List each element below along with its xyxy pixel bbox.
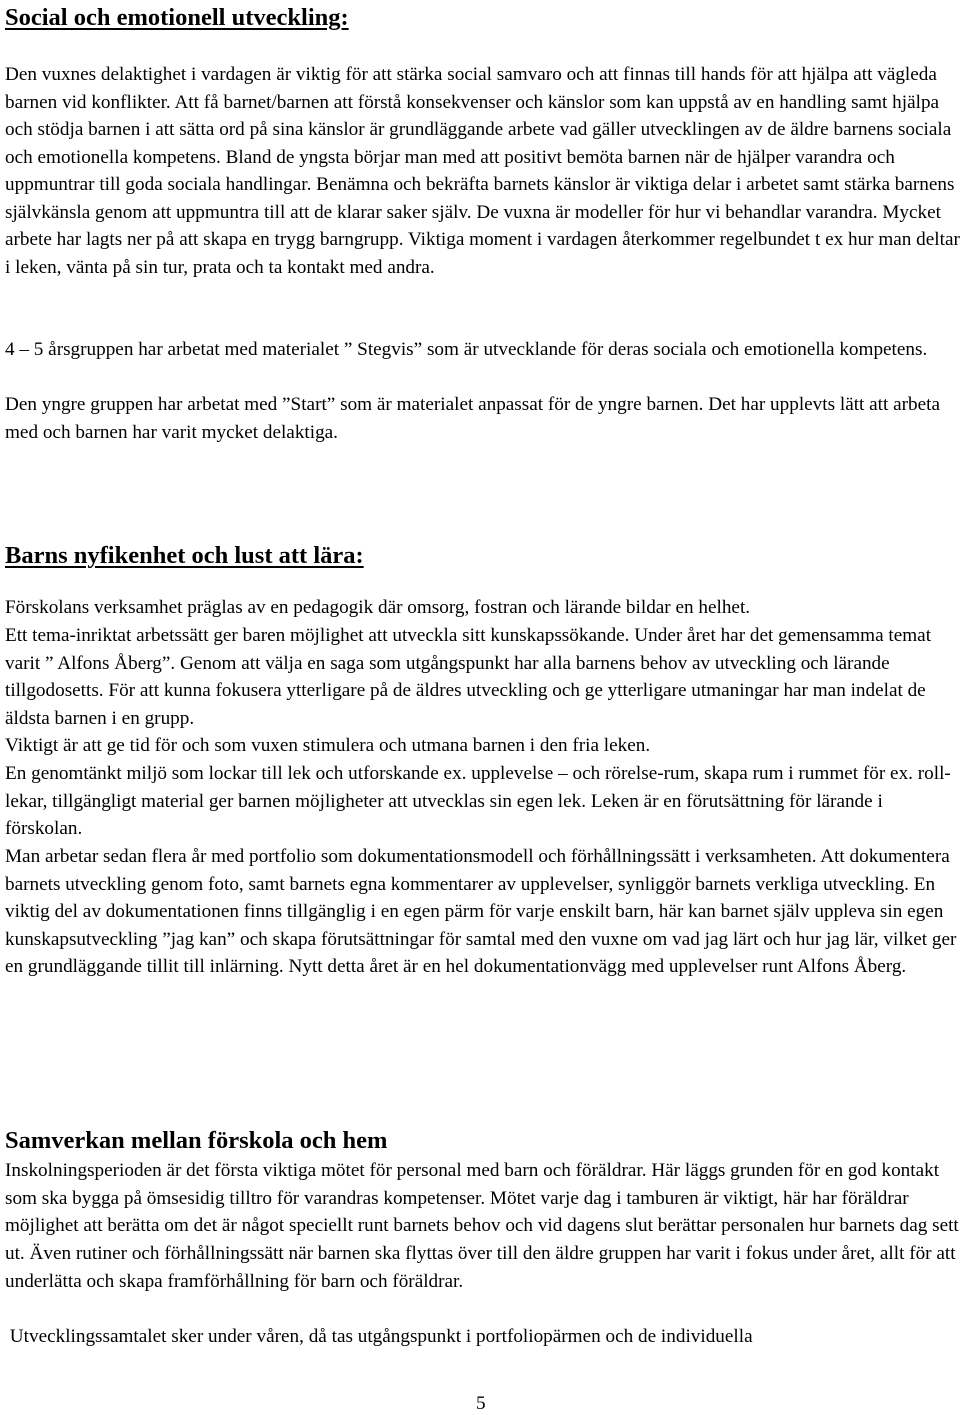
section-heading-curiosity-learning: Barns nyfikenhet och lust att lära: <box>5 542 364 569</box>
section-heading-home-cooperation: Samverkan mellan förskola och hem <box>5 1127 388 1154</box>
paragraph-social-1: Den vuxnes delaktighet i vardagen är viktig för att stärka social samvaro och att finnas till hands för att hjälpa att vägleda barnen vid konflikter. Att få barnet/barnen att förstå konsekvenser och känslor som kan uppstå av en handling samt hjälpa och stödja barnen i att sätta ord på sina känslor är grundläggande arbete vad gäller utvecklingen av de äldre barnens sociala och emotionella kompetens. Bland de yngsta börjar man med att positivt bemöta barnen när de hjälper varandra och uppmuntrar till goda sociala handlingar. Benämna och bekräfta barnets känslor är viktiga delar i arbetet samt stärka barnens självkänsla genom att uppmuntra till att de klarar saker själv. De vuxna är modeller för hur vi behandlar varandra. Mycket arbete har lagts ner på att skapa en trygg barngrupp. Viktiga moment i vardagen återkommer regelbundet t ex hur man deltar i leken, vänta på sin tur, prata och ta kontakt med andra. <box>5 64 960 278</box>
paragraph-social-2: 4 – 5 årsgruppen har arbetat med materialet ” Stegvis” som är utvecklande för deras sociala och emotionella kompetens. <box>5 339 928 360</box>
paragraph-curiosity-5: Man arbetar sedan flera år med portfolio som dokumentationsmodell och förhållningssätt i verksamheten. Att dokumentera barnets utveckling genom foto, samt barnets egna kommentarer av upplevelser, synliggör barnets verkliga utveckling. En viktig del av dokumentationen finns tillgänglig i en egen pärm för varje enskilt barn, här kan barnet själv uppleva sin egen kunskapsutveckling ”jag kan” och skapa förutsättningar för samtal med den vuxne om vad jag lärt och hur jag lär, vilket ger en grundläggande tillit till inlärning. Nytt detta året är en hel dokumentationvägg med upplevelser runt Alfons Åberg. <box>5 846 957 977</box>
paragraph-cooperation-1: Inskolningsperioden är det första viktiga mötet för personal med barn och föräldrar. Här läggs grunden för en god kontakt som ska bygga på ömsesidig tilltro för varandras kompetenser. Mötet varje dag i tamburen är viktigt, här har föräldrar möjlighet att berätta om det är något speciellt runt barnets behov och vid dagens slut berättar personalen hur barnets dag sett ut. Även rutiner och förhållningssätt när barnen ska flyttas över till den äldre gruppen har varit i fokus under året, allt för att underlätta och skapa framförhållning för barn och föräldrar. <box>5 1160 959 1292</box>
paragraph-curiosity-2: Ett tema-inriktat arbetssätt ger baren möjlighet att utveckla sitt kunskapssökande. Under året har det gemensamma temat varit ” Alfons Åberg”. Genom att välja en saga som utgångspunkt har alla barnens behov av utveckling och lärande tillgodosetts. För att kunna fokusera ytterligare på de äldres utveckling och ge ytterligare utmaningar har man indelat de äldsta barnen i en grupp. <box>5 625 932 729</box>
paragraph-curiosity-3: Viktigt är att ge tid för och som vuxen stimulera och utmana barnen i den fria leken. <box>5 735 651 756</box>
paragraph-social-3: Den yngre gruppen har arbetat med ”Start” som är materialet anpassat för de yngre barnen. Det har upplevts lätt att arbeta med och barnen har varit mycket delaktiga. <box>5 394 941 443</box>
section-heading-social-emotional: Social och emotionell utveckling: <box>5 4 349 31</box>
page-number: 5 <box>476 1393 486 1414</box>
paragraph-cooperation-2: Utvecklingssamtalet sker under våren, då tas utgångspunkt i portfoliopärmen och de individuella <box>5 1326 753 1347</box>
paragraph-curiosity-4: En genomtänkt miljö som lockar till lek och utforskande ex. upplevelse – och rörelse-rum, skapa rum i rummet för ex. roll-lekar, tillgängligt material ger barnen möjligheter att utvecklas sin egen lek. Leken är en förutsättning för lärande i förskolan. <box>5 763 951 839</box>
paragraph-curiosity-1: Förskolans verksamhet präglas av en pedagogik där omsorg, fostran och lärande bildar en helhet. <box>5 597 751 618</box>
